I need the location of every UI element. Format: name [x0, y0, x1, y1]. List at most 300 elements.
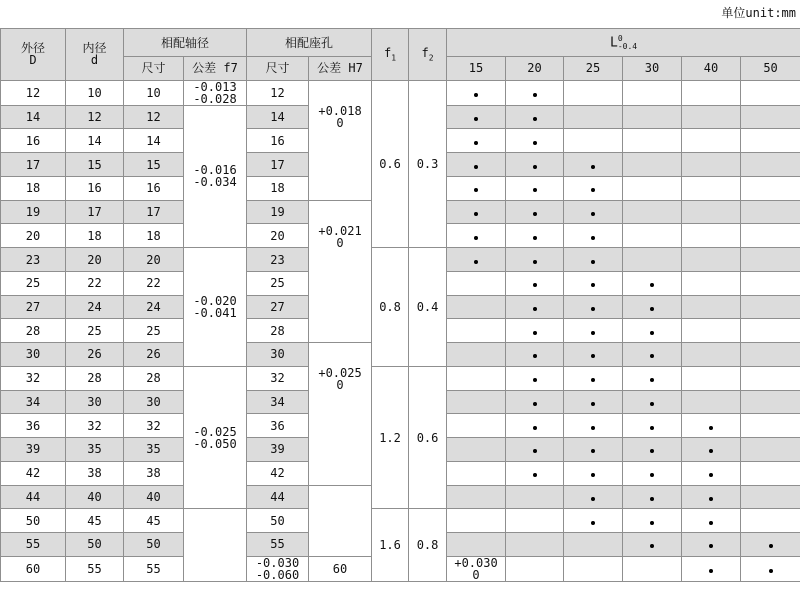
available-dot — [591, 165, 595, 169]
cell-length-15 — [447, 153, 506, 177]
cell-length-30 — [623, 200, 682, 224]
cell-length-25 — [564, 105, 623, 129]
cell-d: 25 — [66, 319, 124, 343]
cell-d: 32 — [66, 414, 124, 438]
available-dot — [591, 212, 595, 216]
cell-length-40 — [682, 461, 741, 485]
cell-f2: 0.6 — [409, 366, 447, 508]
cell-length-20 — [506, 295, 564, 319]
header-D: 外径 D — [1, 29, 66, 81]
cell-length-15 — [447, 366, 506, 390]
available-dot — [709, 473, 713, 477]
available-dot — [650, 497, 654, 501]
header-hole-tol: 公差 H7 — [309, 57, 372, 80]
cell-shaft-tolerance — [184, 509, 247, 582]
cell-D: 18 — [1, 176, 66, 200]
cell-length-40 — [682, 390, 741, 414]
cell-length-30 — [623, 532, 682, 556]
cell-shaft-tolerance: -0.030 -0.060 — [247, 556, 309, 581]
cell-length-20 — [506, 271, 564, 295]
cell-hole-tolerance: +0.018 0 — [309, 80, 372, 200]
header-length-2: 25 — [564, 57, 623, 80]
cell-D: 28 — [1, 319, 66, 343]
available-dot — [533, 378, 537, 382]
available-dot — [709, 449, 713, 453]
cell-length-25 — [564, 319, 623, 343]
cell-length-20 — [506, 153, 564, 177]
cell-length-20 — [506, 248, 564, 272]
available-dot — [533, 141, 537, 145]
cell-D: 14 — [1, 105, 66, 129]
available-dot — [650, 402, 654, 406]
available-dot — [709, 426, 713, 430]
cell-length-25 — [564, 80, 623, 105]
header-length-1: 20 — [506, 57, 564, 80]
available-dot — [533, 188, 537, 192]
available-dot — [533, 212, 537, 216]
cell-length-40 — [682, 343, 741, 367]
cell-D: 23 — [1, 248, 66, 272]
cell-shaft-size: 14 — [124, 129, 184, 153]
cell-length-25 — [564, 343, 623, 367]
cell-D: 17 — [1, 153, 66, 177]
header-length-0: 15 — [447, 57, 506, 80]
cell-length-15 — [447, 390, 506, 414]
cell-length-50 — [741, 509, 800, 533]
cell-length-20 — [506, 438, 564, 462]
cell-length-20 — [506, 105, 564, 129]
header-length-4: 40 — [682, 57, 741, 80]
cell-hole-tolerance — [309, 485, 372, 556]
cell-length-25 — [564, 153, 623, 177]
available-dot — [650, 307, 654, 311]
cell-d: 22 — [66, 271, 124, 295]
available-dot — [591, 307, 595, 311]
available-dot — [591, 260, 595, 264]
cell-d: 16 — [66, 176, 124, 200]
cell-d: 40 — [66, 485, 124, 509]
available-dot — [650, 331, 654, 335]
available-dot — [650, 544, 654, 548]
cell-length-30 — [682, 556, 741, 581]
cell-length-20 — [506, 509, 564, 533]
cell-length-20 — [506, 366, 564, 390]
cell-f1: 0.6 — [372, 80, 409, 248]
cell-shaft-size: 26 — [124, 343, 184, 367]
cell-shaft-size: 50 — [124, 532, 184, 556]
cell-length-15 — [447, 438, 506, 462]
cell-length-15 — [447, 129, 506, 153]
cell-length-15 — [447, 200, 506, 224]
cell-length-50 — [741, 295, 800, 319]
cell-length-20 — [506, 414, 564, 438]
table-row — [1, 80, 800, 105]
available-dot — [533, 426, 537, 430]
available-dot — [533, 354, 537, 358]
available-dot — [709, 521, 713, 525]
cell-D: 36 — [1, 414, 66, 438]
cell-length-40 — [682, 366, 741, 390]
cell-length-30 — [623, 224, 682, 248]
cell-length-25 — [564, 532, 623, 556]
cell-length-40 — [682, 153, 741, 177]
header-f2: $f_2$ — [409, 29, 447, 81]
cell-length-40 — [682, 295, 741, 319]
cell-length-30 — [623, 438, 682, 462]
available-dot — [533, 283, 537, 287]
available-dot — [591, 449, 595, 453]
available-dot — [591, 331, 595, 335]
cell-length-50 — [741, 366, 800, 390]
table-row — [1, 366, 800, 390]
cell-length-30 — [623, 390, 682, 414]
cell-hole-size: 32 — [247, 366, 309, 390]
cell-length-15 — [447, 224, 506, 248]
available-dot — [591, 283, 595, 287]
cell-D: 19 — [1, 200, 66, 224]
available-dot — [650, 378, 654, 382]
cell-shaft-size: 24 — [124, 295, 184, 319]
cell-f1: 1.6 — [372, 509, 409, 582]
cell-length-15 — [447, 509, 506, 533]
cell-d: 18 — [66, 224, 124, 248]
cell-hole-size: 34 — [247, 390, 309, 414]
cell-length-40 — [682, 271, 741, 295]
cell-d: 28 — [66, 366, 124, 390]
cell-length-15 — [447, 461, 506, 485]
cell-length-50 — [741, 461, 800, 485]
cell-d: 35 — [66, 438, 124, 462]
cell-D: 16 — [1, 129, 66, 153]
header-shaft-tol: 公差 f7 — [184, 57, 247, 80]
cell-d: 26 — [66, 343, 124, 367]
available-dot — [650, 354, 654, 358]
cell-length-40 — [682, 438, 741, 462]
cell-shaft-tolerance: -0.016 -0.034 — [184, 105, 247, 247]
cell-hole-size: 50 — [247, 509, 309, 533]
cell-length-50 — [741, 271, 800, 295]
cell-length-50 — [741, 224, 800, 248]
cell-length-15 — [447, 105, 506, 129]
cell-f2: 0.4 — [409, 248, 447, 367]
cell-d: 12 — [66, 105, 124, 129]
cell-length-25 — [564, 509, 623, 533]
cell-D: 25 — [1, 271, 66, 295]
cell-length-50 — [741, 390, 800, 414]
cell-length-40 — [682, 532, 741, 556]
cell-hole-size: 19 — [247, 200, 309, 224]
cell-d: 45 — [66, 509, 124, 533]
cell-f1: 0.8 — [372, 248, 409, 367]
cell-hole-tolerance: +0.030 0 — [447, 556, 506, 581]
cell-length-15 — [447, 248, 506, 272]
available-dot — [533, 307, 537, 311]
cell-length-40 — [682, 105, 741, 129]
available-dot — [591, 473, 595, 477]
available-dot — [650, 473, 654, 477]
cell-length-30 — [623, 295, 682, 319]
cell-length-30 — [623, 248, 682, 272]
cell-length-20 — [506, 343, 564, 367]
available-dot — [474, 188, 478, 192]
cell-length-50 — [741, 80, 800, 105]
available-dot — [533, 93, 537, 97]
cell-f2: 0.3 — [409, 80, 447, 248]
cell-hole-size: 17 — [247, 153, 309, 177]
cell-length-25 — [564, 176, 623, 200]
cell-length-20 — [506, 319, 564, 343]
cell-shaft-tolerance: -0.025 -0.050 — [184, 366, 247, 508]
cell-length-25 — [564, 129, 623, 153]
cell-hole-size: 18 — [247, 176, 309, 200]
cell-length-50 — [741, 129, 800, 153]
header-length-3: 30 — [623, 57, 682, 80]
cell-shaft-size: 35 — [124, 438, 184, 462]
cell-length-30 — [623, 414, 682, 438]
available-dot — [650, 283, 654, 287]
cell-D: 60 — [1, 556, 66, 581]
cell-hole-size: 28 — [247, 319, 309, 343]
cell-length-15 — [447, 532, 506, 556]
cell-length-20 — [564, 556, 623, 581]
cell-length-30 — [623, 461, 682, 485]
cell-length-40 — [682, 485, 741, 509]
cell-shaft-size: 55 — [124, 556, 184, 581]
available-dot — [474, 141, 478, 145]
available-dot — [474, 165, 478, 169]
cell-d: 38 — [66, 461, 124, 485]
cell-length-40 — [682, 248, 741, 272]
cell-shaft-size: 15 — [124, 153, 184, 177]
cell-hole-size: 23 — [247, 248, 309, 272]
cell-length-20 — [506, 224, 564, 248]
cell-length-25 — [564, 390, 623, 414]
cell-length-50 — [741, 532, 800, 556]
cell-hole-size: 30 — [247, 343, 309, 367]
cell-length-15 — [447, 271, 506, 295]
cell-length-40 — [682, 129, 741, 153]
cell-length-30 — [623, 485, 682, 509]
cell-length-50 — [741, 248, 800, 272]
cell-length-30 — [623, 105, 682, 129]
available-dot — [591, 497, 595, 501]
cell-length-30 — [623, 319, 682, 343]
cell-length-50 — [741, 153, 800, 177]
cell-length-50 — [741, 438, 800, 462]
cell-hole-size: 25 — [247, 271, 309, 295]
available-dot — [474, 260, 478, 264]
cell-length-25 — [564, 366, 623, 390]
cell-hole-tolerance: +0.025 0 — [309, 343, 372, 485]
cell-length-25 — [564, 248, 623, 272]
cell-length-40 — [682, 200, 741, 224]
cell-length-15 — [506, 556, 564, 581]
cell-D: 42 — [1, 461, 66, 485]
cell-D: 30 — [1, 343, 66, 367]
available-dot — [591, 378, 595, 382]
header-d: 内径 d — [66, 29, 124, 81]
cell-length-20 — [506, 176, 564, 200]
cell-length-30 — [623, 366, 682, 390]
cell-D: 55 — [1, 532, 66, 556]
cell-shaft-size: 25 — [124, 319, 184, 343]
cell-D: 34 — [1, 390, 66, 414]
available-dot — [474, 212, 478, 216]
available-dot — [533, 236, 537, 240]
cell-length-20 — [506, 129, 564, 153]
available-dot — [533, 473, 537, 477]
cell-hole-size: 44 — [247, 485, 309, 509]
cell-f1: 1.2 — [372, 366, 409, 508]
cell-D: 20 — [1, 224, 66, 248]
cell-hole-tolerance: +0.021 0 — [309, 200, 372, 342]
cell-hole-size: 16 — [247, 129, 309, 153]
cell-length-15 — [447, 80, 506, 105]
cell-d: 24 — [66, 295, 124, 319]
cell-length-25 — [564, 224, 623, 248]
cell-length-50 — [741, 343, 800, 367]
cell-D: 32 — [1, 366, 66, 390]
cell-length-30 — [623, 80, 682, 105]
available-dot — [769, 569, 773, 573]
available-dot — [709, 497, 713, 501]
available-dot — [533, 449, 537, 453]
cell-shaft-size: 10 — [124, 80, 184, 105]
cell-shaft-tolerance: -0.020 -0.041 — [184, 248, 247, 367]
cell-hole-size: 42 — [247, 461, 309, 485]
cell-length-25 — [623, 556, 682, 581]
cell-shaft-size: 30 — [124, 390, 184, 414]
cell-hole-size: 39 — [247, 438, 309, 462]
cell-length-20 — [506, 532, 564, 556]
available-dot — [533, 331, 537, 335]
unit-label: 单位unit:mm — [721, 6, 796, 20]
cell-length-25 — [564, 438, 623, 462]
cell-D: 27 — [1, 295, 66, 319]
available-dot — [591, 354, 595, 358]
cell-length-15 — [447, 485, 506, 509]
cell-hole-size: 55 — [247, 532, 309, 556]
cell-hole-size: 14 — [247, 105, 309, 129]
cell-length-40 — [682, 319, 741, 343]
cell-D: 50 — [1, 509, 66, 533]
header-f1: $f_1$ — [372, 29, 409, 81]
available-dot — [591, 402, 595, 406]
cell-shaft-size: 28 — [124, 366, 184, 390]
cell-length-30 — [623, 176, 682, 200]
header-hole: 相配座孔 — [247, 29, 372, 57]
cell-length-25 — [564, 485, 623, 509]
available-dot — [591, 426, 595, 430]
cell-length-15 — [447, 176, 506, 200]
cell-length-15 — [447, 414, 506, 438]
cell-shaft-size: 16 — [124, 176, 184, 200]
cell-length-40 — [682, 509, 741, 533]
cell-shaft-size: 32 — [124, 414, 184, 438]
available-dot — [533, 260, 537, 264]
cell-shaft-size: 40 — [124, 485, 184, 509]
cell-d: 15 — [66, 153, 124, 177]
cell-length-40 — [682, 80, 741, 105]
table-row — [1, 248, 800, 272]
cell-length-50 — [741, 200, 800, 224]
cell-d: 50 — [66, 532, 124, 556]
available-dot — [650, 426, 654, 430]
cell-length-40 — [741, 556, 800, 581]
cell-hole-size: 36 — [247, 414, 309, 438]
cell-shaft-size: 18 — [124, 224, 184, 248]
cell-hole-size: 27 — [247, 295, 309, 319]
available-dot — [650, 449, 654, 453]
cell-d: 14 — [66, 129, 124, 153]
cell-length-50 — [741, 176, 800, 200]
available-dot — [769, 544, 773, 548]
cell-hole-size: 20 — [247, 224, 309, 248]
header-shaft-size: 尺寸 — [124, 57, 184, 80]
cell-length-15 — [447, 343, 506, 367]
table-row — [1, 509, 800, 533]
available-dot — [474, 236, 478, 240]
cell-length-40 — [682, 414, 741, 438]
cell-hole-size: 60 — [309, 556, 372, 581]
cell-length-20 — [506, 200, 564, 224]
cell-shaft-size: 12 — [124, 105, 184, 129]
available-dot — [474, 117, 478, 121]
cell-shaft-tolerance: -0.013 -0.028 — [184, 80, 247, 105]
cell-D: 12 — [1, 80, 66, 105]
cell-length-20 — [506, 80, 564, 105]
spec-table — [0, 28, 800, 582]
available-dot — [591, 521, 595, 525]
cell-shaft-size: 45 — [124, 509, 184, 533]
cell-D: 39 — [1, 438, 66, 462]
cell-shaft-size: 17 — [124, 200, 184, 224]
available-dot — [474, 93, 478, 97]
available-dot — [709, 544, 713, 548]
cell-length-30 — [623, 509, 682, 533]
cell-length-30 — [623, 129, 682, 153]
header-hole-size: 尺寸 — [247, 57, 309, 80]
cell-d: 17 — [66, 200, 124, 224]
cell-length-30 — [623, 271, 682, 295]
cell-length-50 — [741, 414, 800, 438]
cell-D: 44 — [1, 485, 66, 509]
header-shaft: 相配轴径 — [124, 29, 247, 57]
available-dot — [650, 521, 654, 525]
available-dot — [533, 117, 537, 121]
available-dot — [533, 165, 537, 169]
cell-length-20 — [506, 461, 564, 485]
cell-length-50 — [741, 319, 800, 343]
cell-d: 30 — [66, 390, 124, 414]
cell-length-25 — [564, 271, 623, 295]
available-dot — [709, 569, 713, 573]
cell-length-25 — [564, 200, 623, 224]
header-length-5: 50 — [741, 57, 800, 80]
cell-length-15 — [447, 319, 506, 343]
cell-length-20 — [506, 485, 564, 509]
cell-f2: 0.8 — [409, 509, 447, 582]
cell-length-15 — [447, 295, 506, 319]
cell-shaft-size: 22 — [124, 271, 184, 295]
cell-length-40 — [682, 224, 741, 248]
cell-length-25 — [564, 414, 623, 438]
available-dot — [533, 402, 537, 406]
available-dot — [591, 236, 595, 240]
cell-length-20 — [506, 390, 564, 414]
header-L: L 0 -0.4 — [447, 29, 800, 57]
cell-d: 20 — [66, 248, 124, 272]
